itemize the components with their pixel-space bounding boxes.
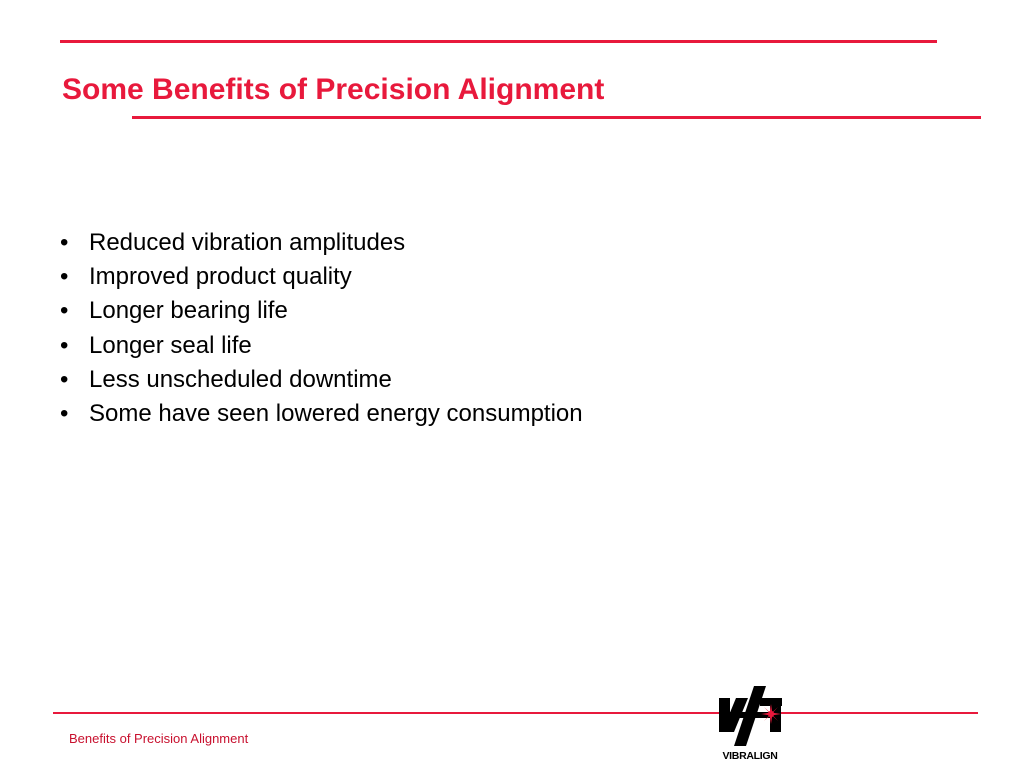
bullet-text: Improved product quality [89,263,352,291]
footer-rule [53,712,978,714]
bullet-dot-icon: • [60,297,69,325]
bullet-item [58,329,583,363]
bullet-dot-icon: • [60,399,69,427]
bullet-dot-icon: • [60,229,69,256]
bullet-text: Some have seen lowered energy consumption [89,399,583,427]
title-underline-rule [132,116,981,119]
bullet-item [58,226,583,260]
bullet-item [58,294,583,328]
bullet-text: Longer bearing life [89,297,288,325]
bullet-text: Longer seal life [89,331,252,359]
slide-title: Some Benefits of Precision Alignment [62,73,605,106]
bullet-dot-icon: • [60,263,69,291]
vibralign-logo [714,684,786,764]
bullet-dot-icon: • [60,365,69,393]
bullet-text: Reduced vibration amplitudes [89,229,406,256]
bullet-item [58,363,583,397]
laser-burst-icon [761,704,781,724]
bullet-list [58,226,583,431]
logo-wordmark: VIBRALIGN [722,750,778,762]
top-rule [60,40,937,43]
bullet-item [58,260,583,294]
vibralign-logo-icon [714,684,786,748]
bullet-dot-icon: • [60,331,69,359]
footer-text: Benefits of Precision Alignment [69,731,249,746]
bullet-item [58,397,583,431]
bullet-text: Less unscheduled downtime [89,365,392,393]
